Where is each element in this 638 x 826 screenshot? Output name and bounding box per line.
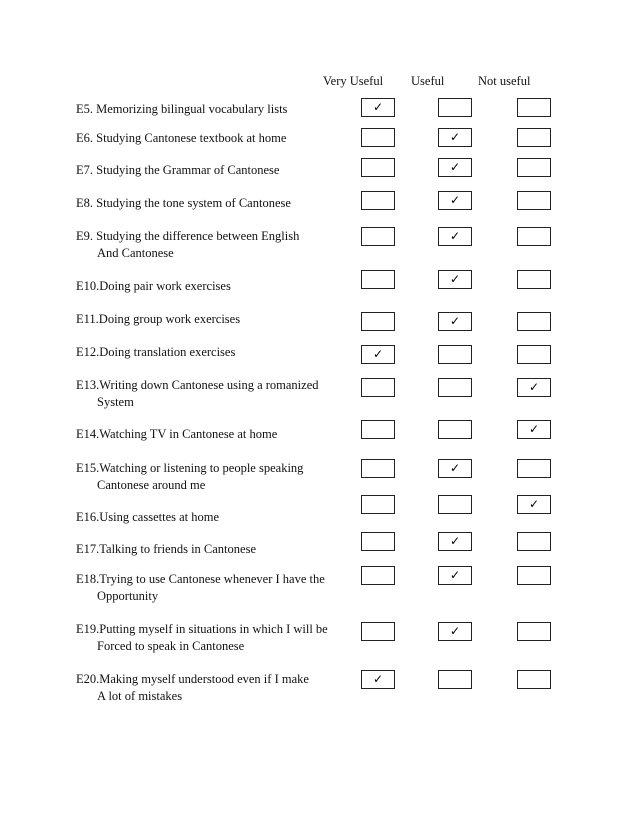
item-label: [76, 571, 325, 605]
item-label: [76, 541, 256, 558]
checkbox-useful[interactable]: [438, 312, 472, 331]
item-text: E14.Watching TV in Cantonese at home: [76, 427, 278, 441]
item-text-continued: And Cantonese: [97, 246, 174, 260]
checkmark-icon: ✓: [528, 422, 540, 436]
checkbox-very-useful[interactable]: [361, 420, 395, 439]
checkbox-not-useful[interactable]: [517, 158, 551, 177]
item-text: E17.Talking to friends in Cantonese: [76, 542, 256, 556]
item-label: [76, 278, 231, 295]
checkmark-icon: ✓: [449, 314, 461, 328]
checkbox-not-useful[interactable]: [517, 345, 551, 364]
item-label: [76, 621, 328, 655]
checkbox-not-useful[interactable]: [517, 227, 551, 246]
checkmark-icon: ✓: [449, 130, 461, 144]
header-not-useful: Not useful: [478, 74, 531, 88]
item-label: [76, 228, 299, 262]
item-label: [76, 101, 287, 118]
checkmark-icon: ✓: [449, 461, 461, 475]
item-text-continued: Forced to speak in Cantonese: [97, 639, 245, 653]
checkbox-useful[interactable]: [438, 345, 472, 364]
item-text: E15.Watching or listening to people speaking: [76, 461, 304, 475]
item-text-continued: Opportunity: [97, 589, 159, 603]
checkbox-not-useful[interactable]: [517, 98, 551, 117]
checkbox-very-useful[interactable]: [361, 495, 395, 514]
item-text: E18.Trying to use Cantonese whenever I have the: [76, 572, 325, 586]
item-text: E12.Doing translation exercises: [76, 345, 236, 359]
item-label: [76, 162, 279, 179]
item-text: E10.Doing pair work exercises: [76, 279, 231, 293]
checkbox-very-useful[interactable]: [361, 345, 395, 364]
checkbox-not-useful[interactable]: [517, 378, 551, 397]
checkmark-icon: ✓: [449, 534, 461, 548]
item-text: E8. Studying the tone system of Cantonese: [76, 196, 291, 210]
checkbox-very-useful[interactable]: [361, 98, 395, 117]
checkmark-icon: ✓: [449, 229, 461, 243]
checkbox-very-useful[interactable]: [361, 270, 395, 289]
item-text: E19.Putting myself in situations in which I will be: [76, 622, 328, 636]
checkbox-not-useful[interactable]: [517, 670, 551, 689]
item-text: E16.Using cassettes at home: [76, 510, 220, 524]
checkmark-icon: ✓: [449, 624, 461, 638]
header-very-useful: Very Useful: [323, 74, 384, 88]
checkbox-not-useful[interactable]: [517, 270, 551, 289]
checkbox-very-useful[interactable]: [361, 128, 395, 147]
checkbox-not-useful[interactable]: [517, 191, 551, 210]
item-label: [76, 195, 291, 212]
checkbox-very-useful[interactable]: [361, 158, 395, 177]
checkmark-icon: ✓: [449, 272, 461, 286]
item-text: E6. Studying Cantonese textbook at home: [76, 131, 287, 145]
checkbox-useful[interactable]: [438, 420, 472, 439]
checkbox-useful[interactable]: [438, 532, 472, 551]
item-label: [76, 671, 309, 705]
checkbox-very-useful[interactable]: [361, 459, 395, 478]
checkbox-very-useful[interactable]: [361, 566, 395, 585]
checkbox-not-useful[interactable]: [517, 495, 551, 514]
item-label: [76, 426, 277, 443]
header-useful: Useful: [411, 74, 445, 88]
checkbox-useful[interactable]: [438, 270, 472, 289]
item-label: [76, 311, 240, 328]
checkbox-not-useful[interactable]: [517, 622, 551, 641]
checkmark-icon: ✓: [372, 347, 384, 361]
item-label: [76, 509, 219, 526]
checkbox-useful[interactable]: [438, 459, 472, 478]
checkbox-not-useful[interactable]: [517, 566, 551, 585]
checkmark-icon: ✓: [449, 160, 461, 174]
checkbox-very-useful[interactable]: [361, 622, 395, 641]
checkbox-useful[interactable]: [438, 670, 472, 689]
checkbox-not-useful[interactable]: [517, 420, 551, 439]
checkmark-icon: ✓: [372, 672, 384, 686]
checkbox-very-useful[interactable]: [361, 227, 395, 246]
item-label: [76, 377, 319, 411]
checkbox-not-useful[interactable]: [517, 128, 551, 147]
checkbox-useful[interactable]: [438, 227, 472, 246]
checkmark-icon: ✓: [372, 100, 384, 114]
checkbox-very-useful[interactable]: [361, 670, 395, 689]
item-text-continued: A lot of mistakes: [97, 689, 183, 703]
checkbox-useful[interactable]: [438, 98, 472, 117]
checkbox-very-useful[interactable]: [361, 532, 395, 551]
checkmark-icon: ✓: [528, 380, 540, 394]
item-text: E11.Doing group work exercises: [76, 312, 241, 326]
checkbox-not-useful[interactable]: [517, 312, 551, 331]
checkbox-very-useful[interactable]: [361, 191, 395, 210]
checkbox-useful[interactable]: [438, 495, 472, 514]
checkbox-very-useful[interactable]: [361, 378, 395, 397]
item-text: E5. Memorizing bilingual vocabulary lists: [76, 102, 288, 116]
item-label: [76, 344, 235, 361]
checkmark-icon: ✓: [449, 193, 461, 207]
checkbox-useful[interactable]: [438, 566, 472, 585]
checkbox-very-useful[interactable]: [361, 312, 395, 331]
checkmark-icon: ✓: [528, 497, 540, 511]
item-text: E20.Making myself understood even if I make: [76, 672, 309, 686]
checkbox-useful[interactable]: [438, 622, 472, 641]
item-text-continued: Cantonese around me: [97, 478, 206, 492]
checkbox-useful[interactable]: [438, 158, 472, 177]
item-text: E9. Studying the difference between English: [76, 229, 300, 243]
item-text: E7. Studying the Grammar of Cantonese: [76, 163, 280, 177]
item-label: [76, 460, 303, 494]
checkbox-not-useful[interactable]: [517, 532, 551, 551]
checkbox-useful[interactable]: [438, 378, 472, 397]
checkmark-icon: ✓: [449, 568, 461, 582]
item-text-continued: System: [97, 395, 134, 409]
item-label: [76, 130, 286, 147]
checkbox-not-useful[interactable]: [517, 459, 551, 478]
checkbox-useful[interactable]: [438, 191, 472, 210]
checkbox-useful[interactable]: [438, 128, 472, 147]
item-text: E13.Writing down Cantonese using a romanized: [76, 378, 319, 392]
